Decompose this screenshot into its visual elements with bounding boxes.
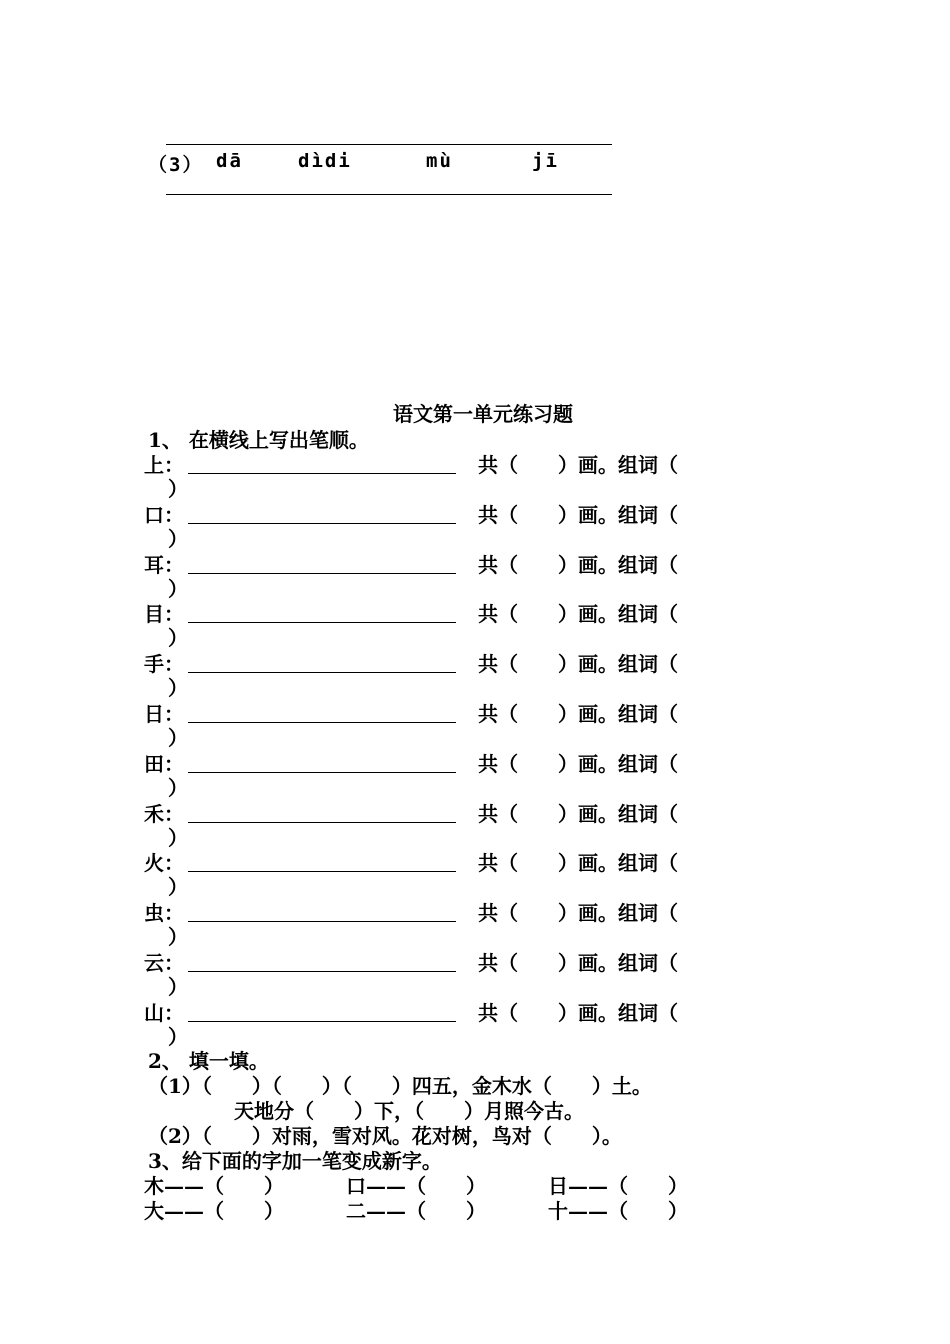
closing-paren: ） (168, 1024, 188, 1049)
closing-paren: ） (168, 477, 188, 501)
pinyin-item-3: mù (426, 150, 453, 172)
stroke-order-blank-line[interactable] (188, 622, 456, 623)
section3-r2-c2: 二——（ ） (346, 1199, 486, 1223)
stroke-row-char: 田： (144, 751, 184, 776)
section2-heading: 2、 填一填。 (148, 1049, 269, 1073)
pinyin-item-2: dìdi (298, 150, 352, 172)
stroke-row-char: 耳： (144, 552, 184, 577)
stroke-order-blank-line[interactable] (188, 822, 456, 823)
stroke-row-char: 山： (144, 1000, 184, 1025)
stroke-order-blank-line[interactable] (188, 722, 456, 723)
stroke-order-blank-line[interactable] (188, 1021, 456, 1022)
section3-r2-c3: 十——（ ） (548, 1199, 688, 1223)
stroke-count-and-word-prompt: 共（ ）画。组词（ (478, 951, 678, 975)
stroke-row (144, 549, 764, 599)
stroke-order-blank-line[interactable] (188, 573, 456, 574)
stroke-count-and-word-prompt: 共（ ）画。组词（ (478, 652, 678, 677)
closing-paren: ） (168, 576, 188, 601)
stroke-row (144, 598, 764, 651)
pinyin-top-rule (166, 144, 612, 145)
section3-heading: 3、给下面的字加一笔变成新字。 (148, 1149, 442, 1173)
section2-line1: （1）（ ）（ ）（ ）四五，金木水（ ）土。 (148, 1074, 652, 1098)
pinyin-item-1: dā (216, 150, 243, 172)
section3-r2-c1: 大——（ ） (144, 1199, 284, 1223)
stroke-row-char: 手： (144, 652, 184, 677)
stroke-count-and-word-prompt: 共（ ）画。组词（ (478, 602, 678, 627)
stroke-order-blank-line[interactable] (188, 971, 456, 972)
stroke-order-blank-line[interactable] (188, 473, 456, 474)
stroke-order-blank-line[interactable] (188, 523, 456, 524)
stroke-row-char: 上： (144, 453, 184, 477)
closing-paren: ） (168, 825, 188, 850)
stroke-count-and-word-prompt: 共（ ）画。组词（ (478, 502, 678, 527)
pinyin-bottom-rule (166, 194, 612, 195)
section3-r1-c3: 日——（ ） (548, 1174, 688, 1198)
closing-paren: ） (168, 726, 188, 750)
closing-paren: ） (168, 676, 188, 701)
closing-paren: ） (168, 526, 188, 551)
stroke-count-and-word-prompt: 共（ ）画。组词（ (478, 552, 678, 577)
stroke-row-char: 日： (144, 702, 184, 726)
stroke-row-char: 火： (144, 851, 184, 876)
stroke-count-and-word-prompt: 共（ ）画。组词（ (478, 901, 678, 926)
stroke-row-char: 虫： (144, 901, 184, 926)
stroke-order-blank-line[interactable] (188, 772, 456, 773)
stroke-order-blank-line[interactable] (188, 672, 456, 673)
stroke-row (144, 947, 764, 997)
closing-paren: ） (168, 775, 188, 800)
stroke-row (144, 847, 764, 900)
section3-r1-c2: 口——（ ） (346, 1174, 486, 1198)
section1-heading: 1、 在横线上写出笔顺。 (148, 428, 369, 452)
section2-line2: 天地分（ ）下，（ ）月照今古。 (234, 1099, 584, 1123)
stroke-row (144, 449, 764, 499)
pinyin-item-4: jī (532, 150, 559, 172)
stroke-row-char: 口： (144, 502, 184, 527)
section3-r1-c1: 木——（ ） (144, 1174, 284, 1198)
stroke-row (144, 997, 764, 1047)
pinyin-label: （3） (148, 154, 204, 176)
stroke-count-and-word-prompt: 共（ ）画。组词（ (478, 453, 678, 477)
stroke-row (144, 748, 764, 798)
stroke-order-blank-line[interactable] (188, 871, 456, 872)
stroke-row-char: 云： (144, 951, 184, 975)
stroke-row-char: 目： (144, 602, 184, 627)
stroke-count-and-word-prompt: 共（ ）画。组词（ (478, 801, 678, 826)
closing-paren: ） (168, 875, 188, 900)
page-title: 语文第一单元练习题 (393, 402, 573, 426)
stroke-count-and-word-prompt: 共（ ）画。组词（ (478, 1000, 678, 1025)
stroke-row (144, 499, 764, 549)
stroke-row (144, 698, 764, 748)
stroke-count-and-word-prompt: 共（ ）画。组词（ (478, 851, 678, 876)
stroke-row (144, 648, 764, 701)
stroke-order-blank-line[interactable] (188, 921, 456, 922)
closing-paren: ） (168, 925, 188, 950)
stroke-row (144, 798, 764, 848)
closing-paren: ） (168, 626, 188, 651)
section2-line3: （2）（ ）对雨，雪对风。花对树，鸟对（ ）。 (148, 1124, 622, 1148)
stroke-row-char: 禾： (144, 801, 184, 826)
closing-paren: ） (168, 975, 188, 999)
stroke-count-and-word-prompt: 共（ ）画。组词（ (478, 702, 678, 726)
stroke-count-and-word-prompt: 共（ ）画。组词（ (478, 751, 678, 776)
stroke-row (144, 897, 764, 950)
